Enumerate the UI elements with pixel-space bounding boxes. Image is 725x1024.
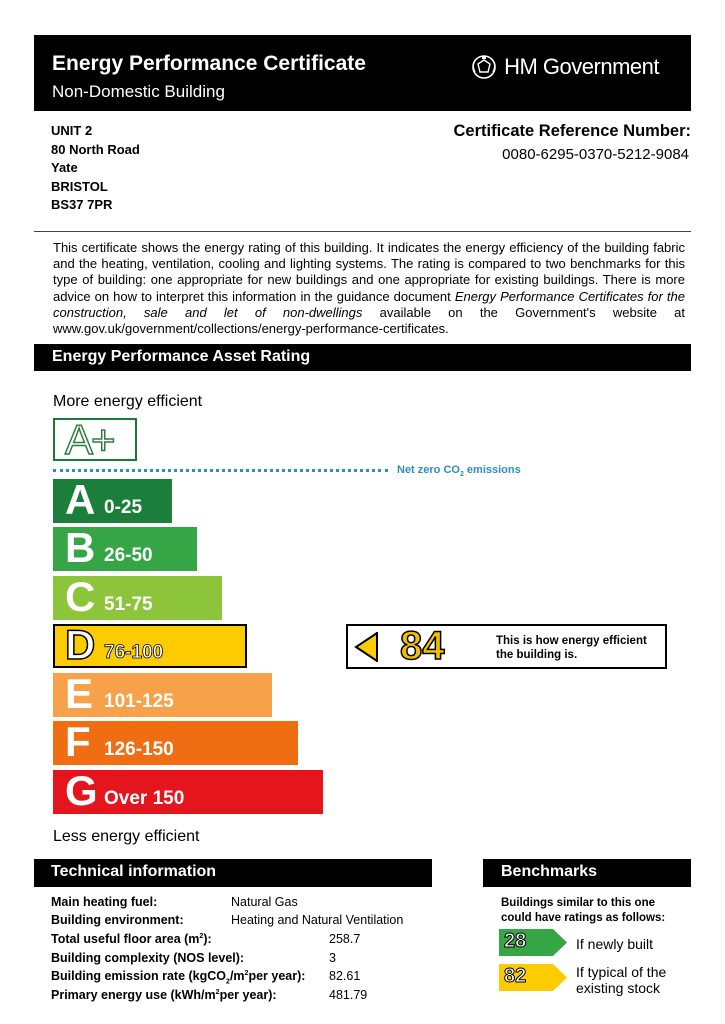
address-line: UNIT 2 xyxy=(51,123,93,138)
label-sup: 2 xyxy=(199,932,204,940)
royal-crest-icon xyxy=(470,54,498,80)
benchmarks-note: Buildings similar to this one could have ratings as follows: xyxy=(501,897,666,924)
benchmark-label: If newly built xyxy=(576,936,654,952)
band-letter: F xyxy=(65,718,91,765)
government-name: HM Government xyxy=(504,54,659,79)
tech-value: Heating and Natural Ventilation xyxy=(231,913,404,927)
tech-row-primary-energy xyxy=(51,988,368,1002)
intro-part1: This certificate shows the energy rating of this building. It indicates the energy efficiency of the building fabric and the heating, ventilation, cooling and lighting systems. The rating is compared to two benchmarks for this type of building: one appropriate for new buildings and one appropriate for existing buildings. There is more advice on how to interpret this information in the guidance document xyxy=(53,240,685,304)
certificate-header xyxy=(34,35,691,111)
band-d xyxy=(53,621,247,668)
band-range: 101-125 xyxy=(104,691,174,712)
label-part: per year): xyxy=(248,969,306,983)
rating-section-header xyxy=(34,344,691,371)
tech-value: 3 xyxy=(329,951,336,965)
tech-row-environment xyxy=(51,913,404,927)
benchmark-value: 82 xyxy=(504,965,527,987)
more-efficient-label: More energy efficient xyxy=(53,393,203,410)
benchmarks-section-header xyxy=(483,859,691,887)
band-range: 0-25 xyxy=(104,497,143,518)
certificate-ref-number: 0080-6295-0370-5212-9084 xyxy=(502,146,689,163)
tech-value: Natural Gas xyxy=(231,895,298,909)
intro-text xyxy=(53,240,685,337)
address-line: BRISTOL xyxy=(51,178,108,194)
band-range: 26-50 xyxy=(104,545,153,566)
address-line: 80 North Road xyxy=(51,141,140,157)
band-letter: B xyxy=(65,524,96,571)
tech-row-heating-fuel xyxy=(51,895,298,909)
label-sub: 2 xyxy=(226,978,230,986)
benchmark-new-build xyxy=(499,929,569,956)
tech-row-emission-rate xyxy=(51,969,361,986)
band-letter: C xyxy=(65,573,96,620)
technical-section-title: Technical information xyxy=(51,863,217,880)
tech-row-floor-area xyxy=(51,932,361,946)
intro-part2: available on the Government's website at www.gov.uk/government/collections/energy-performance-certificates. xyxy=(53,304,685,337)
address-line: BS37 7PR xyxy=(51,197,113,212)
label-part: Building emission rate (kgCO xyxy=(51,969,227,983)
tech-value: 258.7 xyxy=(329,932,361,946)
net-zero-line xyxy=(53,469,388,472)
net-zero-label xyxy=(397,464,521,478)
benchmark-value: 28 xyxy=(504,930,527,952)
benchmark-existing-stock xyxy=(499,964,569,991)
tech-label: Main heating fuel: xyxy=(51,895,158,909)
tech-label xyxy=(51,988,277,1002)
tech-label xyxy=(51,932,212,946)
band-range: 126-150 xyxy=(104,739,174,760)
label-sup: 2 xyxy=(215,988,220,996)
pointer-arrow-icon xyxy=(354,632,380,662)
guidance-document-title: Energy Performance Certificates for the construction, sale and let of non-dwellings xyxy=(53,288,685,320)
current-rating-message: This is how energy efficient the building is. xyxy=(496,635,647,661)
band-letter: E xyxy=(65,670,94,717)
tech-label: Building complexity (NOS level): xyxy=(51,951,245,965)
label-part: Total useful floor area (m xyxy=(51,932,200,946)
benchmark-label: If typical of the existing stock xyxy=(576,964,667,996)
tech-value: 82.61 xyxy=(329,969,361,983)
less-efficient-label: Less energy efficient xyxy=(53,828,200,845)
band-f xyxy=(53,718,298,765)
net-zero-suffix: emissions xyxy=(463,464,521,476)
tech-value: 481.79 xyxy=(329,988,368,1002)
band-e xyxy=(53,670,272,717)
benchmarks-section-title: Benchmarks xyxy=(501,863,598,880)
net-zero-sub: 2 xyxy=(459,471,464,479)
band-a-plus xyxy=(53,418,137,461)
label-part: ): xyxy=(203,932,212,946)
band-c xyxy=(53,573,222,620)
band-letter: A xyxy=(65,476,96,523)
band-letter: G xyxy=(65,767,98,814)
hm-government-logo xyxy=(470,54,659,80)
net-zero-prefix: Net zero CO xyxy=(397,464,460,476)
label-part: /m xyxy=(229,969,245,983)
band-letter: D xyxy=(65,621,96,668)
technical-section-header xyxy=(34,859,432,887)
tech-row-complexity xyxy=(51,951,336,965)
band-a xyxy=(53,476,172,523)
band-a-plus-letter: A+ xyxy=(65,416,114,463)
label-part: per year): xyxy=(219,988,277,1002)
property-address xyxy=(51,122,140,215)
tech-label: Building environment: xyxy=(51,913,184,927)
address-line: Yate xyxy=(51,160,78,175)
band-g xyxy=(53,767,323,814)
divider xyxy=(34,231,691,232)
rating-section-title: Energy Performance Asset Rating xyxy=(52,348,311,365)
band-range: Over 150 xyxy=(104,788,185,809)
label-sup: 2 xyxy=(244,969,249,977)
band-range: 51-75 xyxy=(104,594,153,615)
current-rating-score: 84 xyxy=(400,624,445,668)
certificate-ref-label: Certificate Reference Number: xyxy=(453,122,691,140)
tech-label xyxy=(51,969,306,986)
band-b xyxy=(53,524,197,571)
certificate-subtitle: Non-Domestic Building xyxy=(52,82,225,101)
certificate-title: Energy Performance Certificate xyxy=(52,52,366,75)
current-rating-indicator xyxy=(346,624,667,669)
band-range: 76-100 xyxy=(104,642,164,663)
label-part: Primary energy use (kWh/m xyxy=(51,988,216,1002)
